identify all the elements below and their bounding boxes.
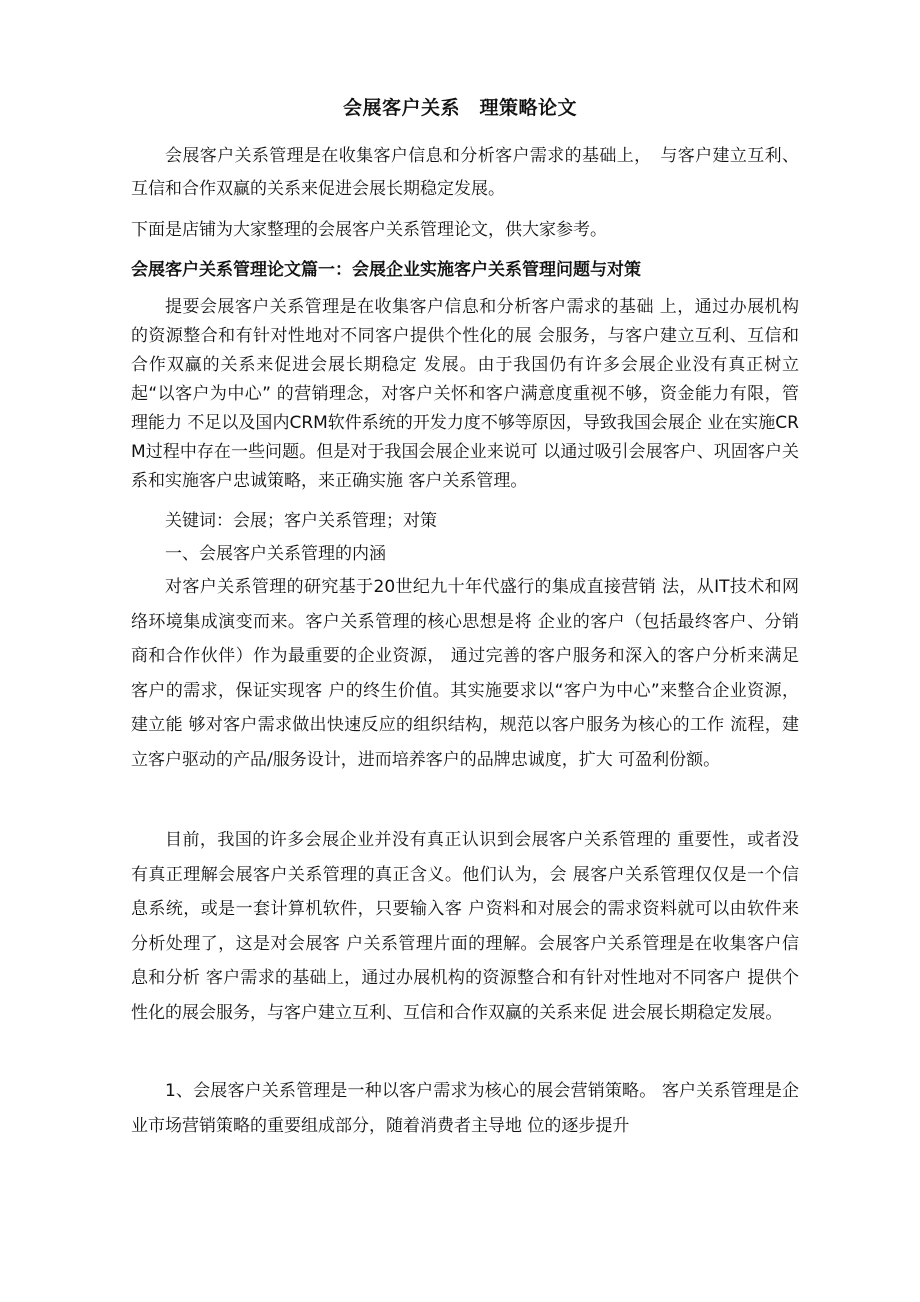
section-heading: 会展客户关系管理论文篇一：会展企业实施客户关系管理问题与对策: [131, 260, 641, 280]
page-title: 会展客户关系 理策略论文: [342, 97, 577, 119]
keywords-line: 关键词：会展；客户关系管理；对策: [165, 511, 437, 531]
lead-paragraph: 下面是店铺为大家整理的会展客户关系管理论文，供大家参考。: [131, 220, 607, 240]
paragraph-2: 目前，我国的许多会展企业并没有真正认识到会展客户关系管理的 重要性，或者没有真正理解会展客户关系管理的真正含义。他们认为，会 展客户关系管理仅仅是一个信息系统，或是一套计算机软件，只要输入客 户资料和对展会的需求资料就可以由软件来分析处理了，这是对会展客 户关系管理片面的理解。会展客户关系管理是在收集客户信息和分析 客户需求的基础上，通过办展机构的资源整合和有针对性地对不同客户 提供个性化的展会服务，与客户建立互利、互信和合作双赢的关系来促 进会展长期稳定发展。: [131, 830, 799, 1023]
intro-paragraph: 会展客户关系管理是在收集客户信息和分析客户需求的基础上， 与客户建立互利、互信和合作双赢的关系来促进会展长期稳定发展。: [131, 146, 799, 199]
abstract-paragraph: 提要会展客户关系管理是在收集客户信息和分析客户需求的基础 上，通过办展机构的资源整合和有针对性地对不同客户提供个性化的展 会服务，与客户建立互利、互信和合作双赢的关系来促进会展长期稳定 发展。由于我国仍有许多会展企业没有真正树立起“以客户为中心” 的营销理念，对客户关怀和客户满意度重视不够，资金能力有限，管理能力 不足以及国内CRM软件系统的开发力度不够等原因，导致我国会展企 业在实施CRM过程中存在一些问题。但是对于我国会展企业来说可 以通过吸引会展客户、巩固客户关系和实施客户忠诚策略，来正确实施 客户关系管理。: [131, 297, 799, 491]
paragraph-3: 1、会展客户关系管理是一种以客户需求为核心的展会营销策略。 客户关系管理是企业市场营销策略的重要组成部分，随着消费者主导地 位的逐步提升: [131, 1081, 799, 1136]
paragraph-1: 对客户关系管理的研究基于20世纪九十年代盛行的集成直接营销 法，从IT技术和网络环境集成演变而来。客户关系管理的核心思想是将 企业的客户（包括最终客户、分销商和合作伙伴）作为最重要的企业资源， 通过完善的客户服务和深入的客户分析来满足客户的需求，保证实现客 户的终生价值。其实施要求以“客户为中心”来整合企业资源，建立能 够对客户需求做出快速反应的组织结构，规范以客户服务为核心的工作 流程，建立客户驱动的产品/服务设计，进而培养客户的品牌忠诚度，扩大 可盈利份额。: [131, 577, 799, 770]
subheading-1: 一、会展客户关系管理的内涵: [165, 544, 386, 564]
